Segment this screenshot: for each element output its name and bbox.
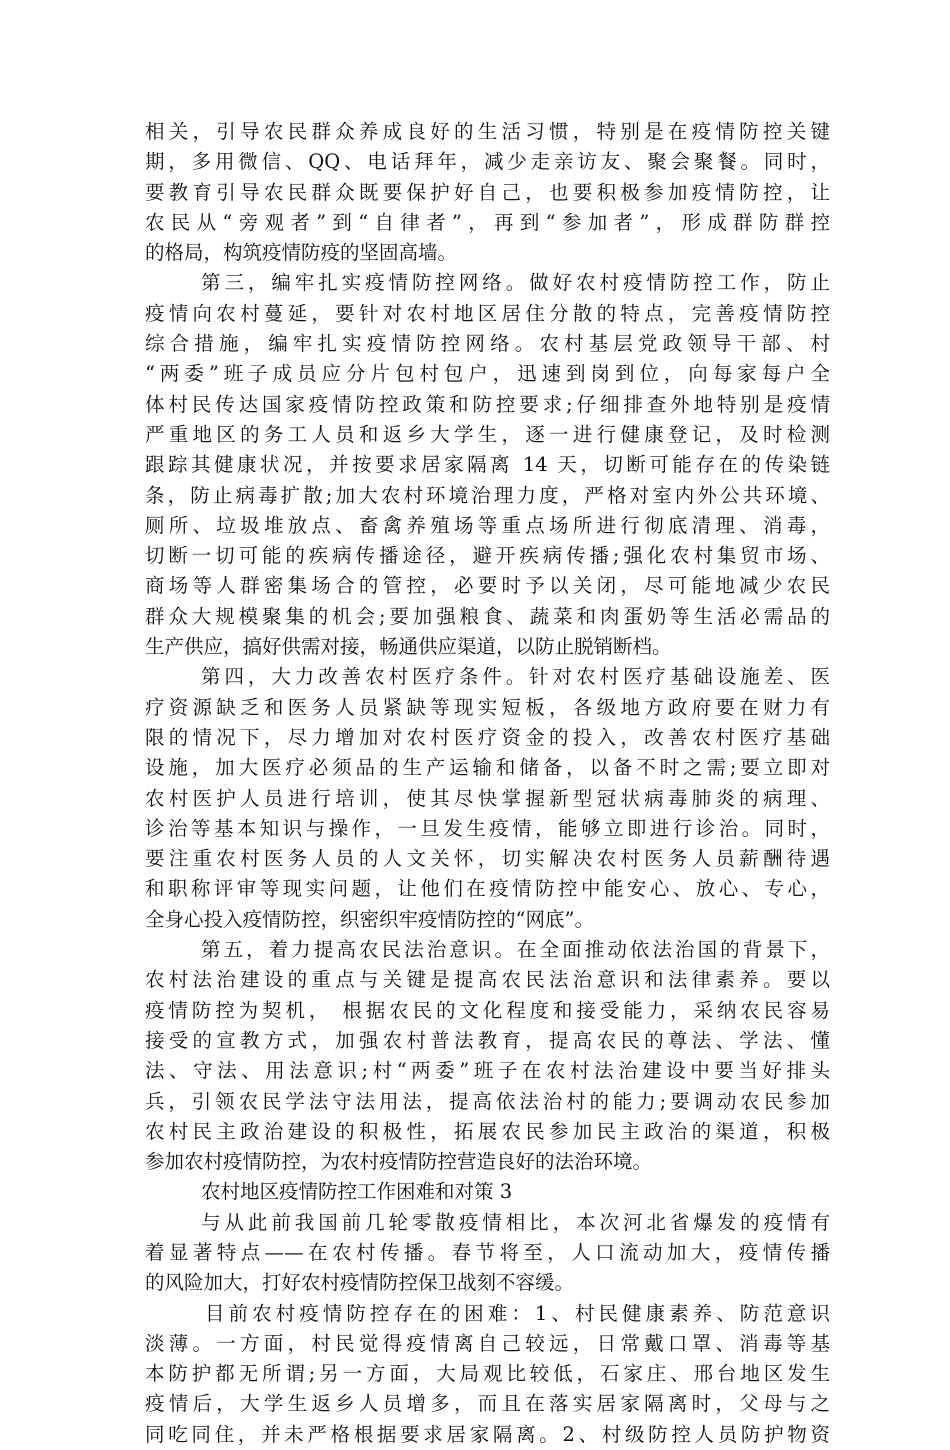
text-line: 的风险加大，打好农村疫情防控保卫战刻不容缓。 bbox=[145, 1271, 575, 1295]
text-line: 综合措施，编牢扎实疫情防控网络。农村基层党政领导干部、村 bbox=[145, 332, 830, 356]
text-line: 农民从“旁观者”到“自律者”，再到“参加者”，形成群防群控 bbox=[145, 210, 830, 234]
text-line: 接受的宣教方式，加强农村普法教育，提高农民的尊法、学法、懂 bbox=[145, 1028, 830, 1052]
paragraph-start-line: 目前农村疫情防控存在的困难：1、村民健康素养、防范意识 bbox=[205, 1301, 830, 1325]
paragraph-start-line: 与从此前我国前几轮零散疫情相比，本次河北省爆发的疫情有 bbox=[201, 1210, 830, 1234]
text-line: 严重地区的务工人员和返乡大学生，逐一进行健康登记，及时检测 bbox=[145, 422, 830, 446]
text-line: 群众大规模聚集的机会;要加强粮食、蔬菜和肉蛋奶等生活必需品的 bbox=[145, 604, 830, 628]
text-line: 限的情况下，尽力增加对农村医疗资金的投入，改善农村医疗基础 bbox=[145, 725, 830, 749]
text-line: 疫情后，大学生返乡人员增多，而且在落实居家隔离时，父母与之 bbox=[145, 1392, 830, 1416]
text-line: 农村医护人员进行培训，使其尽快掌握新型冠状病毒肺炎的病理、 bbox=[145, 786, 830, 810]
paragraph-start-line: 第五，着力提高农民法治意识。在全面推动依法治国的背景下， bbox=[201, 938, 830, 962]
text-line: 兵，引领农民学法守法用法，提高依法治村的能力;要调动农民参加 bbox=[145, 1089, 830, 1113]
text-line: 农村法治建设的重点与关键是提高农民法治意识和法律素养。要以 bbox=[145, 968, 830, 992]
text-line: 农村民主政治建设的积极性，拓展农民参加民主政治的渠道，积极 bbox=[145, 1119, 830, 1143]
text-line: 诊治等基本知识与操作，一旦发生疫情，能够立即进行诊治。同时， bbox=[145, 816, 830, 840]
text-line: 参加农村疫情防控，为农村疫情防控营造良好的法治环境。 bbox=[145, 1150, 653, 1174]
section-heading: 农村地区疫情防控工作困难和对策 3 bbox=[201, 1180, 513, 1204]
text-line: 期，多用微信、QQ、电话拜年，减少走亲访友、聚会聚餐。同时， bbox=[145, 150, 830, 174]
text-line: 的格局，构筑疫情防疫的坚固高墙。 bbox=[145, 241, 458, 265]
text-line: 和职称评审等现实问题，让他们在疫情防控中能安心、放心、专心， bbox=[145, 877, 830, 901]
text-line: 体村民传达国家疫情防控政策和防控要求;仔细排查外地特别是疫情 bbox=[145, 392, 830, 416]
text-line: 设施，加大医疗必须品的生产运输和储备，以备不时之需;要立即对 bbox=[145, 756, 830, 780]
text-line: “两委”班子成员应分片包村包户，迅速到岗到位，向每家每户全 bbox=[145, 362, 830, 386]
text-line: 着显著特点——在农村传播。春节将至，人口流动加大，疫情传播 bbox=[145, 1240, 830, 1264]
document-page bbox=[145, 117, 830, 1450]
text-line: 同吃同住，并未严格根据要求居家隔离。2、村级防控人员防护物资 bbox=[145, 1422, 830, 1446]
text-line: 本防护都无所谓;另一方面，大局观比较低，石家庄、邢台地区发生 bbox=[145, 1362, 830, 1386]
text-line: 要注重农村医务人员的人文关怀，切实解决农村医务人员薪酬待遇 bbox=[145, 847, 830, 871]
text-line: 相关，引导农民群众养成良好的生活习惯，特别是在疫情防控关键 bbox=[145, 120, 830, 143]
text-line: 商场等人群密集场合的管控，必要时予以关闭，尽可能地减少农民 bbox=[145, 574, 830, 598]
text-line: 疗资源缺乏和医务人员紧缺等现实短板，各级地方政府要在财力有 bbox=[145, 695, 830, 719]
text-line: 法、守法、用法意识;村“两委”班子在农村法治建设中要当好排头 bbox=[145, 1059, 830, 1083]
paragraph-start-line: 第四，大力改善农村医疗条件。针对农村医疗基础设施差、医 bbox=[201, 665, 830, 689]
text-line: 要教育引导农民群众既要保护好自己，也要积极参加疫情防控，让 bbox=[145, 180, 830, 204]
text-line: 条，防止病毒扩散;加大农村环境治理力度，严格对室内外公共环境、 bbox=[145, 483, 830, 507]
text-line: 淡薄。一方面，村民觉得疫情离自己较远，日常戴口罩、消毒等基 bbox=[145, 1331, 830, 1355]
text-line: 生产供应，搞好供需对接，畅通供应渠道，以防止脱销断档。 bbox=[145, 635, 672, 659]
text-line: 疫情向农村蔓延，要针对农村地区居住分散的特点，完善疫情防控 bbox=[145, 301, 830, 325]
text-line: 全身心投入疫情防控，织密织牢疫情防控的“网底”。 bbox=[145, 907, 594, 931]
paragraph-start-line: 第三，编牢扎实疫情防控网络。做好农村疫情防控工作，防止 bbox=[201, 271, 830, 295]
text-line: 疫情防控为契机， 根据农民的文化程度和接受能力，采纳农民容易 bbox=[145, 998, 830, 1022]
text-line: 切断一切可能的疾病传播途径，避开疾病传播;强化农村集贸市场、 bbox=[145, 544, 830, 568]
text-line: 厕所、垃圾堆放点、畜禽养殖场等重点场所进行彻底清理、消毒， bbox=[145, 513, 830, 537]
text-line: 跟踪其健康状况，并按要求居家隔离 14 天，切断可能存在的传染链 bbox=[145, 453, 830, 477]
